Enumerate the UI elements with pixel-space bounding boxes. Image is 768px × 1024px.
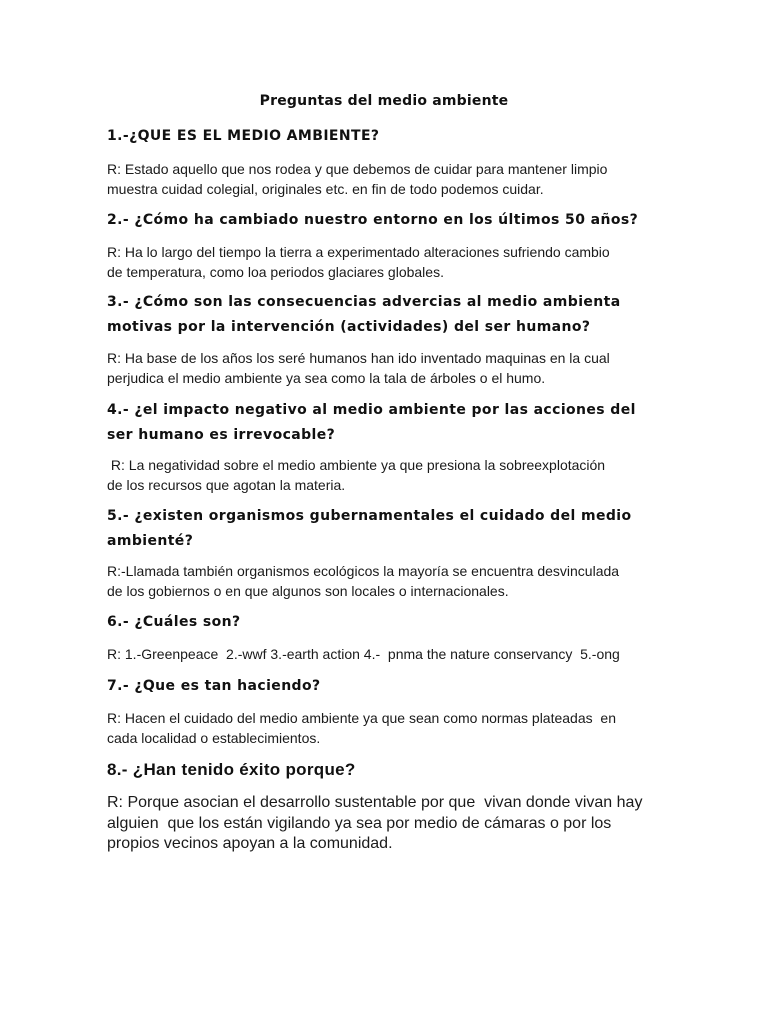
answer-3-line-2: perjudica el medio ambiente ya sea como la tala de árboles o el humo. xyxy=(107,370,546,386)
answer-8 xyxy=(107,793,667,855)
question-3 xyxy=(107,290,667,340)
question-1 xyxy=(107,124,667,149)
answer-1-line-1: R: Estado aquello que nos rodea y que debemos de cuidar para mantener limpio xyxy=(107,161,608,177)
answer-5-line-2: de los gobiernos o en que algunos son locales o internacionales. xyxy=(107,583,509,599)
question-5-line-1: 5.- ¿existen organismos gubernamentales el cuidado del medio xyxy=(107,508,632,524)
answer-7 xyxy=(107,708,667,748)
answer-1-line-2: muestra cuidad colegial, originales etc. en fin de todo podemos cuidar. xyxy=(107,181,544,197)
question-3-line-2: motivas por la intervención (actividades) del ser humano? xyxy=(107,319,591,335)
question-6 xyxy=(107,610,667,635)
question-4-line-2: ser humano es irrevocable? xyxy=(107,427,336,443)
question-3-line-1: 3.- ¿Cómo son las consecuencias advercias al medio ambienta xyxy=(107,294,621,310)
answer-2 xyxy=(107,242,667,282)
question-8-line-1: 8.- ¿Han tenido éxito porque? xyxy=(107,760,356,779)
question-5 xyxy=(107,504,667,554)
question-6-line-1: 6.- ¿Cuáles son? xyxy=(107,614,241,630)
answer-3 xyxy=(107,348,667,388)
question-7-line-1: 7.- ¿Que es tan haciendo? xyxy=(107,678,321,694)
question-5-line-2: ambienté? xyxy=(107,533,194,549)
question-4 xyxy=(107,398,667,448)
answer-4 xyxy=(107,455,667,495)
question-8 xyxy=(107,757,667,782)
answer-2-line-1: R: Ha lo largo del tiempo la tierra a experimentado alteraciones sufriendo cambio xyxy=(107,244,610,260)
answer-4-line-1: R: La negatividad sobre el medio ambiente ya que presiona la sobreexplotación xyxy=(107,457,606,473)
answer-5-line-1: R:-Llamada también organismos ecológicos la mayoría se encuentra desvinculada xyxy=(107,563,620,579)
answer-7-line-2: cada localidad o establecimientos. xyxy=(107,730,321,746)
question-1-line-1: 1.-¿QUE ES EL MEDIO AMBIENTE? xyxy=(107,128,380,144)
answer-8-line-2: alguien que los están vigilando ya sea por medio de cámaras o por los xyxy=(107,814,612,832)
document-title: Preguntas del medio ambiente xyxy=(259,93,509,109)
answer-6 xyxy=(107,644,667,664)
answer-8-line-1: R: Porque asocian el desarrollo sustentable por que vivan donde vivan hay xyxy=(107,794,643,811)
question-2 xyxy=(107,208,667,233)
answer-7-line-1: R: Hacen el cuidado del medio ambiente ya que sean como normas plateadas en xyxy=(107,710,616,726)
answer-2-line-2: de temperatura, como loa periodos glaciares globales. xyxy=(107,264,444,280)
answer-6-line-1: R: 1.-Greenpeace 2.-wwf 3.-earth action 4.- pnma the nature conservancy 5.-ong xyxy=(107,646,620,662)
question-7 xyxy=(107,674,667,699)
question-4-line-1: 4.- ¿el impacto negativo al medio ambiente por las acciones del xyxy=(107,402,636,418)
answer-1 xyxy=(107,159,667,199)
question-2-line-1: 2.- ¿Cómo ha cambiado nuestro entorno en los últimos 50 años? xyxy=(107,212,639,228)
answer-3-line-1: R: Ha base de los años los seré humanos han ido inventado maquinas en la cual xyxy=(107,350,610,366)
answer-5 xyxy=(107,561,667,601)
answer-8-line-3: propios vecinos apoyan a la comunidad. xyxy=(107,835,393,852)
answer-4-line-2: de los recursos que agotan la materia. xyxy=(107,477,346,493)
